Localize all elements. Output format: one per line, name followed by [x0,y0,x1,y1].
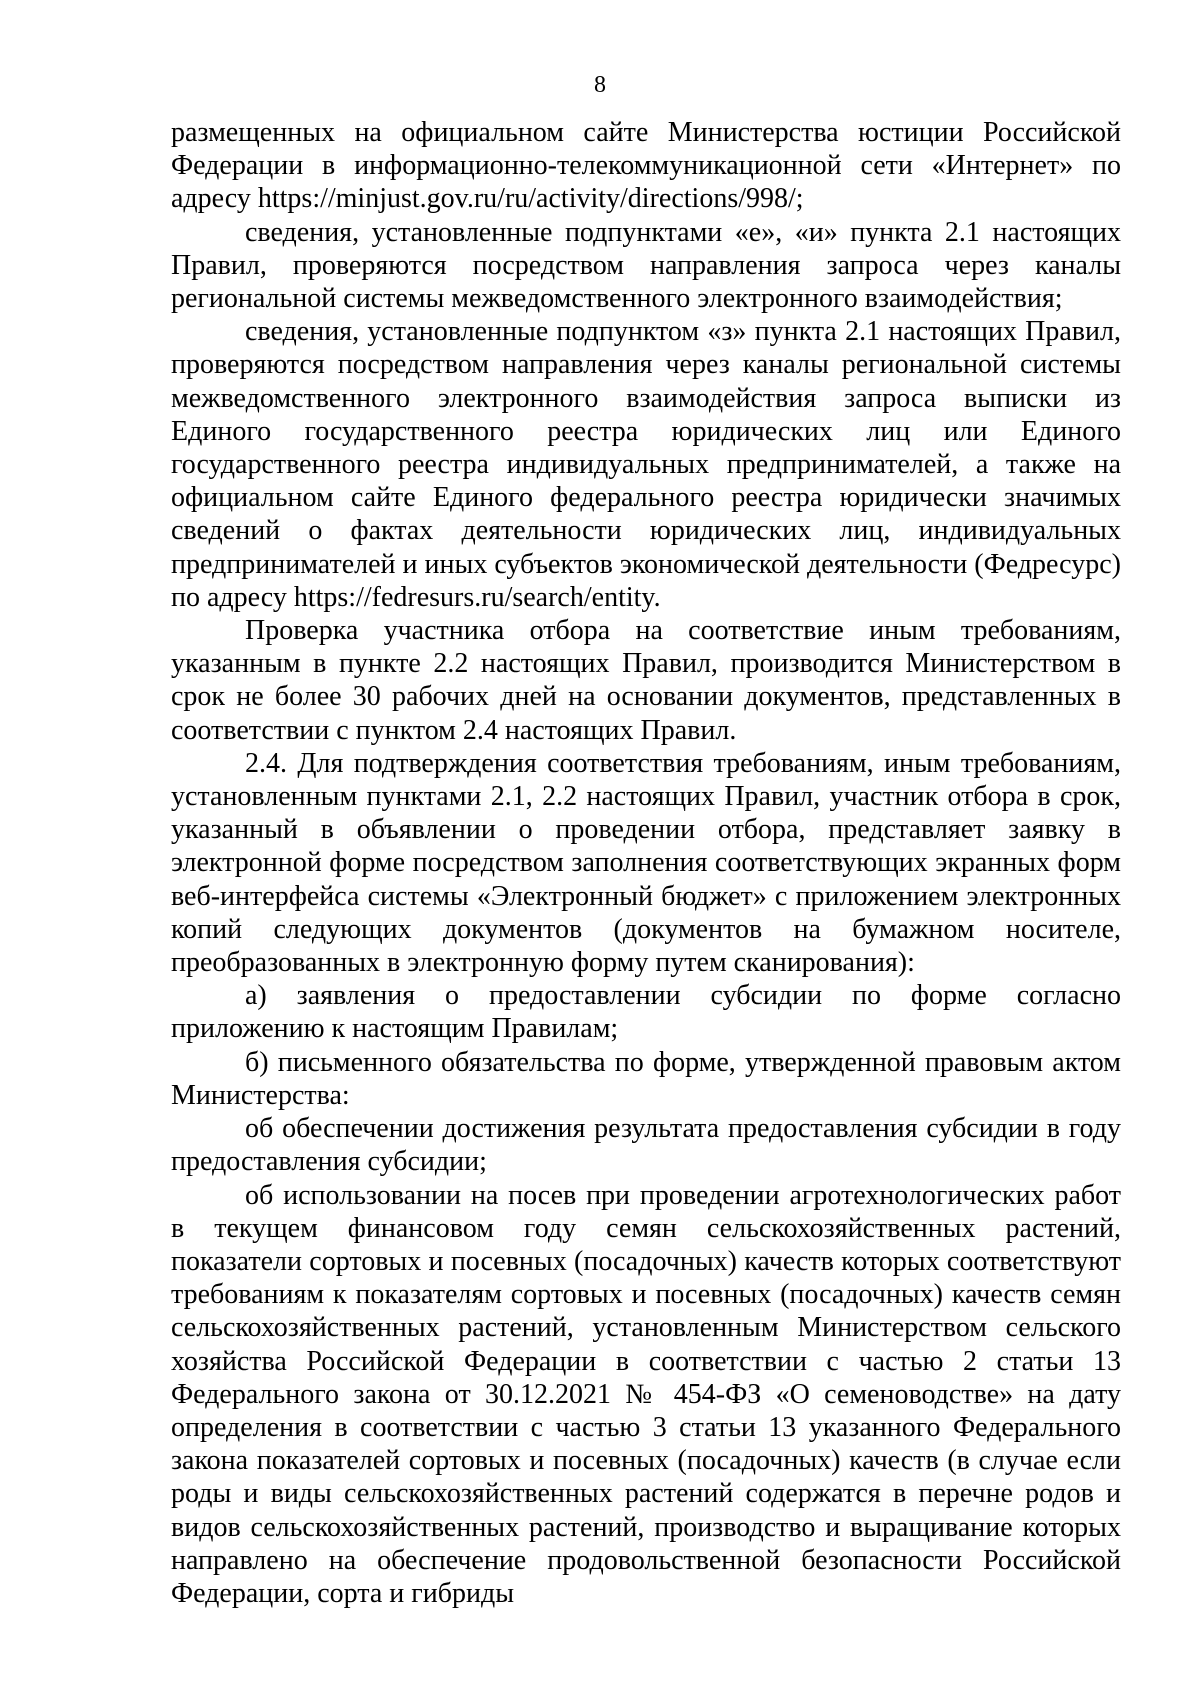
paragraph-8: об обеспечении достижения результата предоставления субсидии в году предоставления субсидии; [171,1113,1121,1178]
paragraph-9: об использовании на посев при проведении агротехнологических работ в текущем финансовом году семян сельскохозяйственных растений, показатели сортовых и посевных (посадочных) качеств которых соответствуют требованиям к показателям сортовых и посевных (посадочных) качеств семян сельскохозяйственных растений, установленным Министерством сельского хозяйства Российской Федерации в соответствии с частью 2 статьи 13 Федерального закона от 30.12.2021 № 454-ФЗ «О семеноводстве» на дату определения в соответствии с частью 3 статьи 13 указанного Федерального закона показателей сортовых и посевных (посадочных) качеств (в случае если роды и виды сельскохозяйственных растений содержатся в перечне родов и видов сельскохозяйственных растений, производство и выращивание которых направлено на обеспечение продовольственной безопасности Российской Федерации, сорта и гибриды [171,1179,1121,1609]
paragraph-6: а) заявления о предоставлении субсидии по форме согласно приложению к настоящим Правилам; [171,980,1121,1045]
paragraph-2: сведения, установленные подпунктами «е», «и» пункта 2.1 настоящих Правил, проверяются посредством направления запроса через каналы региональной системы межведомственного электронного взаимодействия; [171,216,1121,315]
paragraph-5: 2.4. Для подтверждения соответствия требованиям, иным требованиям, установленным пунктами 2.1, 2.2 настоящих Правил, участник отбора в срок, указанный в объявлении о проведении отбора, представляет заявку в электронной форме посредством заполнения соответствующих экранных форм веб-интерфейса системы «Электронный бюджет» с приложением электронных копий следующих документов (документов на бумажном носителе, преобразованных в электронную форму путем сканирования): [171,747,1121,979]
page-number: 8 [594,72,606,98]
paragraph-3: сведения, установленные подпунктом «з» пункта 2.1 настоящих Правил, проверяются посредством направления через каналы региональной системы межведомственного электронного взаимодействия запроса выписки из Единого государственного реестра юридических лиц или Единого государственного реестра индивидуальных предпринимателей, а также на официальном сайте Единого федерального реестра юридически значимых сведений о фактах деятельности юридических лиц, индивидуальных предпринимателей и иных субъектов экономической деятельности (Федресурс) по адресу https://fedresurs.ru/search/entity. [171,316,1121,613]
document-body [171,116,1121,1610]
paragraph-7: б) письменного обязательства по форме, утвержденной правовым актом Министерства: [171,1046,1121,1111]
paragraph-1: размещенных на официальном сайте Министерства юстиции Российской Федерации в информационно-телекоммуникационной сети «Интернет» по адресу https://minjust.gov.ru/ru/activity/directions/998/; [171,117,1121,215]
paragraph-4: Проверка участника отбора на соответствие иным требованиям, указанным в пункте 2.2 настоящих Правил, производится Министерством в срок не более 30 рабочих дней на основании документов, представленных в соответствии с пунктом 2.4 настоящих Правил. [171,615,1121,746]
